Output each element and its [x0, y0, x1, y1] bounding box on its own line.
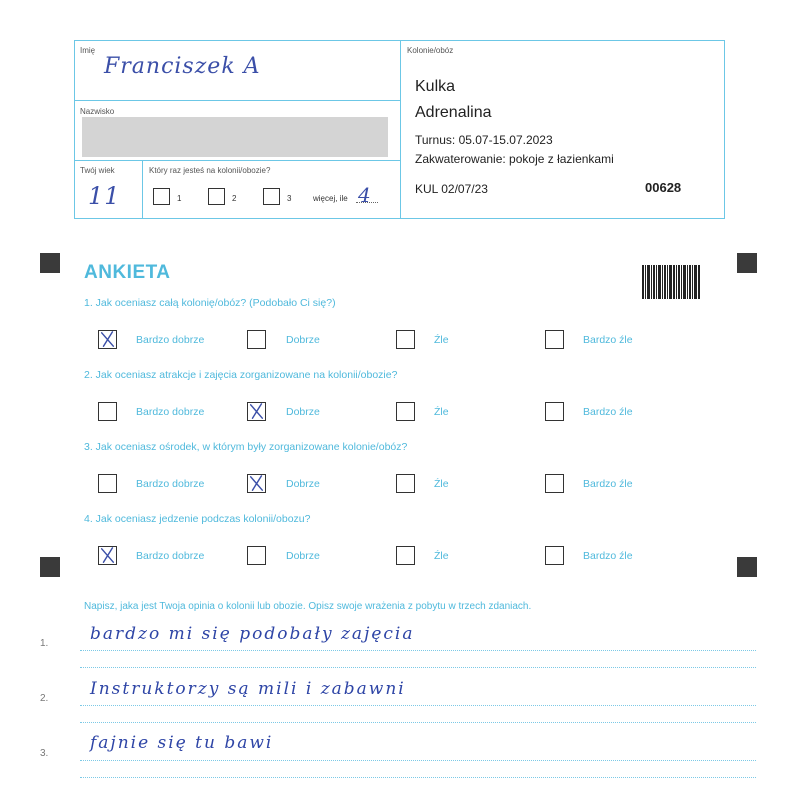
camp-line2: Adrenalina [415, 104, 492, 121]
q4-option-label-2: Dobrze [286, 550, 320, 562]
opinion-line-number-2: 2. [40, 693, 49, 704]
q3-option-label-4: Bardzo źle [583, 478, 633, 490]
question-2: 2. Jak oceniasz atrakcje i zajęcia zorganizowane na kolonii/obozie? [84, 369, 398, 381]
question-4: 4. Jak oceniasz jedzenie podczas kolonii/obozu? [84, 513, 311, 525]
q4-option-label-3: Źle [434, 550, 449, 562]
registration-marker-top-right [737, 253, 757, 273]
q3-checkbox-4[interactable] [545, 474, 564, 493]
survey-title: ANKIETA [84, 262, 171, 283]
q2-option-label-4: Bardzo źle [583, 406, 633, 418]
opinion-line-number-1: 1. [40, 638, 49, 649]
header-divider-age [142, 160, 143, 219]
q2-checkbox-4[interactable] [545, 402, 564, 421]
question-1: 1. Jak oceniasz całą kolonię/obóz? (Podobało Ci się?) [84, 297, 336, 309]
opinion-answer-2: Instruktorzy są mili i zabawni [90, 679, 406, 699]
times-label: Który raz jesteś na kolonii/obozie? [149, 166, 271, 175]
q3-option-label-3: Źle [434, 478, 449, 490]
registration-marker-bottom-left [40, 557, 60, 577]
q4-checkbox-3[interactable] [396, 546, 415, 565]
times-option-2: 2 [232, 194, 237, 203]
header-divider-vertical [400, 40, 401, 219]
turnus: Turnus: 05.07-15.07.2023 [415, 133, 553, 147]
opinion-guide-line-2 [80, 722, 756, 723]
form-number: 00628 [645, 180, 682, 195]
name-label: Imię [80, 46, 96, 55]
times-option-1: 1 [177, 194, 182, 203]
q4-checkbox-2[interactable] [247, 546, 266, 565]
opinion-answer-1: bardzo mi się podobały zajęcia [90, 624, 415, 644]
q3-checkbox-3[interactable] [396, 474, 415, 493]
times-option-3: 3 [287, 194, 292, 203]
q1-checkbox-4[interactable] [545, 330, 564, 349]
q3-checkbox-1[interactable] [98, 474, 117, 493]
q1-option-label-4: Bardzo źle [583, 334, 633, 346]
camp-label: Kolonie/obóz [407, 46, 454, 55]
q2-checkbox-3[interactable] [396, 402, 415, 421]
name-value: Franciszek A [104, 54, 261, 79]
q2-option-label-2: Dobrze [286, 406, 320, 418]
q4-checkbox-4[interactable] [545, 546, 564, 565]
question-3: 3. Jak oceniasz ośrodek, w którym były zorganizowane kolonie/obóz? [84, 441, 408, 453]
more-value: 4 [358, 183, 372, 207]
q4-option-label-1: Bardzo dobrze [136, 550, 205, 562]
opinion-answer-3: fajnie się tu bawi [90, 733, 274, 753]
registration-marker-bottom-right [737, 557, 757, 577]
opinion-guide-line-1 [80, 667, 756, 668]
q4-option-label-4: Bardzo źle [583, 550, 633, 562]
age-value: 11 [88, 182, 121, 210]
surname-redacted [82, 117, 388, 157]
opinion-line-3[interactable] [80, 760, 756, 761]
q1-checkbox-3[interactable] [396, 330, 415, 349]
times-checkbox-2[interactable] [208, 188, 225, 205]
accommodation: Zakwaterowanie: pokoje z łazienkami [415, 152, 614, 166]
opinion-line-1[interactable] [80, 650, 756, 651]
more-label: więcej, ile [313, 194, 348, 203]
opinion-line-number-3: 3. [40, 748, 49, 759]
q1-option-label-2: Dobrze [286, 334, 320, 346]
times-checkbox-3[interactable] [263, 188, 280, 205]
opinion-guide-line-3 [80, 777, 756, 778]
registration-marker-top-left [40, 253, 60, 273]
times-checkbox-1[interactable] [153, 188, 170, 205]
barcode [642, 265, 700, 299]
q2-checkbox-2[interactable] [247, 402, 266, 421]
opinion-line-2[interactable] [80, 705, 756, 706]
q2-checkbox-1[interactable] [98, 402, 117, 421]
q1-checkbox-1[interactable] [98, 330, 117, 349]
q2-option-label-1: Bardzo dobrze [136, 406, 205, 418]
camp-line1: Kulka [415, 78, 456, 95]
surname-label: Nazwisko [80, 107, 115, 116]
q3-option-label-1: Bardzo dobrze [136, 478, 205, 490]
camp-code: KUL 02/07/23 [415, 182, 488, 196]
q2-option-label-3: Źle [434, 406, 449, 418]
q4-checkbox-1[interactable] [98, 546, 117, 565]
q3-option-label-2: Dobrze [286, 478, 320, 490]
header-divider-name [74, 100, 400, 101]
q1-option-label-3: Źle [434, 334, 449, 346]
age-label: Twój wiek [80, 166, 115, 175]
q3-checkbox-2[interactable] [247, 474, 266, 493]
q1-option-label-1: Bardzo dobrze [136, 334, 205, 346]
opinion-prompt: Napisz, jaka jest Twoja opinia o kolonii lub obozie. Opisz swoje wrażenia z pobytu w trzech zdaniach. [84, 601, 532, 612]
q1-checkbox-2[interactable] [247, 330, 266, 349]
header-divider-surname [74, 160, 400, 161]
